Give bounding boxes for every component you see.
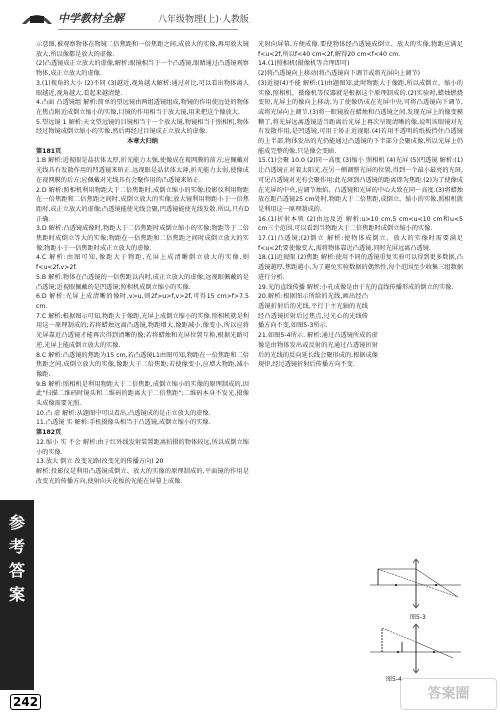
answer-paragraph: 21.如图5-4所示. 解析:通过凸透镜所成的虚像是由物体发出或反射的光通过凸透镜折射后的光线的反向延长线会聚形成的,根据成像规律,经过透镜折射后传播方向不变.	[258, 332, 378, 369]
header-divider	[58, 29, 238, 30]
watermark-logo: 答案圈	[400, 678, 497, 710]
answer-paragraph: 13.放大 倒立 改变光路(改变光的传播方向) 20	[36, 458, 164, 466]
answer-paragraph: 1.B 解析:近视眼是晶状体太厚,折光能力太强,使像成在视网膜的前方;应佩戴对光线具有发散作用的凹透镜来矫正.远视眼是晶状体太薄,折光能力太弱,使像成在视网膜的后方;应佩戴对光线具有会聚作用的凸透镜来矫正.	[36, 157, 249, 184]
answer-paragraph: 10.凸 虚 解析:从题图中可以看出,凸透镜成的是正立放大的虚像.	[36, 409, 211, 417]
answer-paragraph: 5.B 解析:物体在凸透镜的一倍焦距以内时,成正立放大的虚像;远视眼佩戴的是凸透镜;近视眼佩戴的是凹透镜;照相机成倒立缩小的实像.	[36, 273, 249, 291]
figure-caption: 图5-4	[386, 676, 402, 683]
page-number: 242	[10, 694, 41, 710]
answer-paragraph: 解析:投影仪是利用凸透镜成倒立、放大的实像的原理制成的,平面镜的作用是改变光的传播方向,使射向天花板的光能在屏幕上成像.	[36, 467, 249, 485]
right-column	[258, 40, 463, 370]
left-column	[36, 40, 249, 486]
sidebar-char: 考	[8, 537, 25, 556]
answer-paragraph: 15.(1)会聚 10.0 (2)同一高度 (3)缩小 照相机 (4)光屏 (5)凹透镜 解析:(1)让凸透镜正对着太阳光,在另一侧调整光屏的位置,得到一个最小最亮的光斑,可见凸透镜对光有会聚作用;此光斑到凸透镜的距离即为焦距.(2)为了使像成在光屏的中央,应调节烛焰、凸透镜和光屏的中心大致在同一高度.(3)将蜡烛放在距凸透镜25 cm处时,物距大于二倍焦距,成倒立、缩小的实像,照相机就是利用这一原理制成的.	[258, 157, 463, 213]
answer-paragraph: 3.(1)视角的大小 (2)不同 (3)越近,视角越大解析:通过对比,可以看出物体离人眼越近,视角越大,看起来越清楚.	[36, 79, 249, 97]
brand-title: 中学教材全解	[58, 12, 124, 25]
answer-paragraph: 20.解析:根据图示所给的光线,画出经凸透镜折射后的光线,平行于主光轴的光线经凸透镜折射后过焦点,过光心的光线传播方向不变,如图5-3所示.	[258, 293, 368, 330]
answer-paragraph: (3)近视(4)不能 解析:(1)由题图知,此时物距大于像距,所以成倒立、缩小的实像,照相机、摄像机等仪器就是根据这个原理制成的.(2)实验时,蜡烛燃烧变短,光屏上的像向上移动,为了使像仍成在光屏中央,可将凸透镜向下调节,或将光屏向上调节.(3)将一眼镜放在蜡烛和凸透镜之间,发现光屏上的像变模糊了,将光屏远离透镜适当距离后光屏上再次呈现清晰的像,说明该眼镜对光有发散作用,是凹透镜,可用于矫正近视眼.(4)若用不透明的纸板挡住凸透镜的上半部,物体发出的光仍能通过凸透镜的下半部分会聚成像,所以光屏上仍能成完整的像,只是像会变暗.	[258, 79, 463, 155]
answer-paragraph: 9.B 解析:照相机是利用物距大于二倍焦距,成倒立缩小的实像的原理制成的,因此"扫描二维码时镜头和二维码的距离大于二倍焦距";二维码本身不发光,摄像头成像需要光照.	[36, 380, 249, 408]
answer-paragraph: 8.C 解析:凸透镜的焦距为15 cm,若凸透镜L1由图可知,物距在一倍焦距和二倍焦距之间,成倒立放大的实像,像距大于二倍焦距;若使像变小,应增大物距,减小像距.	[36, 351, 249, 378]
answer-paragraph: 3.D 解析:凸透镜成像时,物距大于二倍焦距时成倒立缩小的实像;物距等于二倍焦距时成倒立等大的实像;物距在一倍焦距和二倍焦距之间时成倒立放大的实像;物距小于一倍焦距时成正立放大的虚像.	[36, 225, 249, 252]
book-subtitle: 八年级物理(上)·人教版	[158, 15, 249, 25]
sidebar-char: 参	[8, 513, 25, 532]
answer-paragraph: 14.(1)照相机(摄像机等合理即可)	[258, 60, 350, 68]
answer-paragraph: 4.凸面 凸透镜组 解析:简单的望远镜由两组透镜组成,物镜的作用使远处的物体在焦点附近成倒立缩小的实像,目镜的作用相当于放大镜,用来把这个像放大.	[36, 99, 249, 116]
figure-caption: 图5-3	[410, 614, 426, 621]
answer-paragraph: 19.光的直线传播 解析:小孔成像是由于光的直线传播形成的倒立的实像.	[258, 283, 454, 291]
answer-paragraph: 示意图,被观察物体在物镜二倍焦距和一倍焦距之间,成放大的实像,再用放大镜放大,所以像都是放大的虚像.	[36, 41, 249, 58]
lens-ray-diagram-5-4	[368, 620, 463, 675]
reference-answers-tab	[0, 500, 34, 690]
answer-paragraph: 12.缩小 实 不会 解析:由于红外线发射装置距离拍摄的物体较远,所以成倒立缩小的实像.	[36, 438, 249, 456]
page-header	[0, 0, 500, 38]
section-heading: 本章大归纳	[127, 138, 158, 146]
answer-paragraph: 4.C 解析:由图可知,像距大于物距,光屏上成清晰倒立放大的实像,则f<u<2f,v>2f.	[36, 254, 249, 272]
sidebar-char: 答	[8, 561, 25, 580]
answer-paragraph: 16.(1)折射本领 (2)由远及近 解析:u>10 cm,5 cm<u<10 cm和u<5 cm三个范围,可以看到当物距大于二倍焦距时成倒立缩小的实像.	[258, 215, 463, 233]
answer-paragraph: 7.C 解析:根据图示可知,物距大于像距,光屏上成倒立缩小的实像.照相机就是利用这一原理制成的;若将蜡烛远离凸透镜,物距增大,像距减小,像变小,所以应将光屏靠近凸透镜才能再次得到清晰的像;若将蜡烛和光屏位置互换,根据光路可逆,光屏上能成倒立放大的实像.	[36, 312, 249, 349]
answer-paragraph: 2.D 解析:照相机利用物距大于二倍焦距时,成倒立缩小的实像;投影仪利用物距在一倍焦距和二倍焦距之间时,成倒立放大的实像;放大镜利用物距小于一倍焦距时,成正立放大的虚像;凸透镜能使光线会聚,凹透镜能使光线发散.所以,只有D正确.	[36, 186, 249, 223]
answer-paragraph: 18.(1)近视眼 (2)焦距 解析:使用不同的透镜重复实验可以得到更多数据,凸透镜越厚,焦距越小,为了避免实验数据的偶然性,每个范围至少收集三组数据进行分析.	[258, 254, 463, 281]
answer-paragraph: 6.D 解析:光屏上成清晰的像时,v>u,则2f>u>f,v>2f,可得15 cm>f>7.5 cm.	[36, 293, 249, 310]
answer-paragraph: (2)凸透镜成正立放大的虚像,解析:眼镜相当于一个凸透镜,眼睛通过凸透镜观察物体,成正立放大的虚像.	[36, 60, 249, 78]
answer-paragraph: 17.(1)凸透镜;(2)倒立 解析:使物体成倒立、放大的实像时需要满足f<u<2f;要使像变大,需将物体靠近凸透镜,同时光屏远离凸透镜.	[258, 235, 463, 252]
answer-paragraph: 5.望远镜 1 解析:天文望远镜的目镜相当于一个放大镜,物镜相当于照相机,物体经过物镜成倒立缩小的实像,然后再经过目镜成正立放大的虚像.	[36, 118, 249, 136]
answer-paragraph: 11.凸透镜 实 解析:手机摄像头相当于凸透镜,成倒立缩小的实像.	[36, 419, 211, 427]
sidebar-char: 案	[8, 585, 25, 604]
answer-paragraph: 光射向屏幕,方便成像.要使物体经凸透镜成倒立、放大的实像,物距应满足f<u<2f,所以f<40 cm<2f,解得20 cm<f<40 cm.	[258, 41, 463, 58]
page-reference: 第181页	[36, 147, 62, 155]
lens-ray-diagram-5-3	[368, 555, 463, 610]
answer-paragraph: (2)将凸透镜向上移动(将凸透镜向下调节或将光屏向上调节)	[258, 70, 421, 78]
page-reference: 第182页	[36, 429, 62, 437]
book-logo-icon	[20, 4, 54, 28]
